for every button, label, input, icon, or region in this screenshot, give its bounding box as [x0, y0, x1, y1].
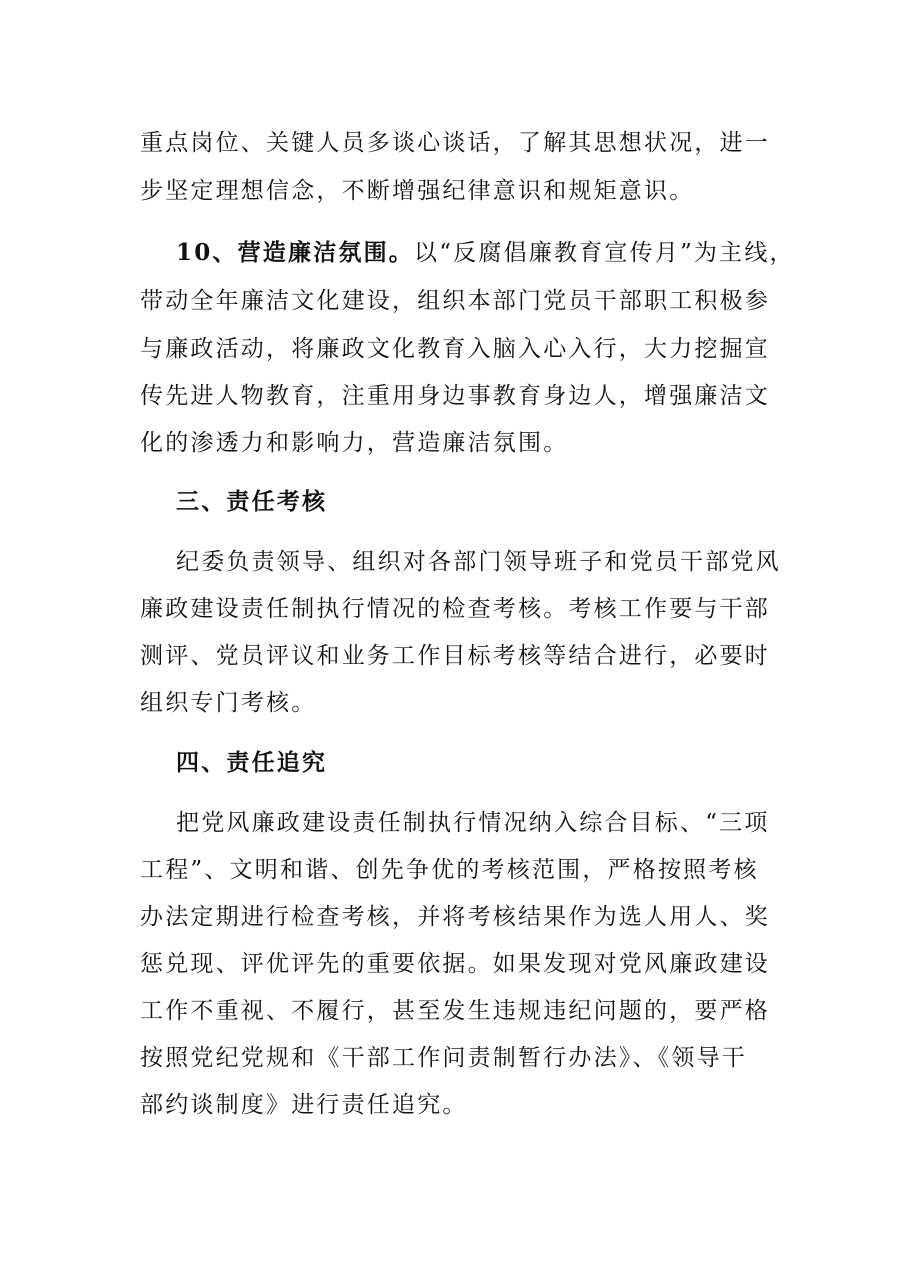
section-heading-responsibility-assessment: 三、责任考核	[176, 488, 328, 515]
section-heading-accountability: 四、责任追究	[176, 749, 328, 776]
text-line: 工作不重视、不履行，甚至发生违规违纪问题的，要严格	[140, 998, 770, 1024]
text-line: 传先进人物教育，注重用身边事教育身边人，增强廉洁文	[140, 383, 770, 409]
item-10-title: 10、营造廉洁氛围。	[176, 239, 415, 266]
item-10-text: 以“反腐倡廉教育宣传月”为主线，	[414, 240, 795, 266]
text-line: 带动全年廉洁文化建设，组织本部门党员干部职工积极参	[140, 288, 770, 314]
text-line: 把党风廉政建设责任制执行情况纳入综合目标、“三项	[176, 810, 770, 836]
text-line: 纪委负责领导、组织对各部门领导班子和党员干部党风	[176, 549, 781, 575]
text-line: 工程”、文明和谐、创先争优的考核范围，严格按照考核	[140, 857, 759, 883]
text-line: 测评、党员评议和业务工作目标考核等结合进行，必要时	[140, 643, 770, 669]
text-line: 与廉政活动，将廉政文化教育入脑入心入行，大力挖掘宣	[140, 336, 770, 362]
text-line: 按照党纪党规和《干部工作问责制暂行办法》、《领导干	[140, 1045, 747, 1071]
text-line: 部约谈制度》进行责任追究。	[140, 1092, 468, 1118]
text-line: 组织专门考核。	[140, 690, 317, 716]
text-line: 步坚定理想信念，不断增强纪律意识和规矩意识。	[140, 178, 695, 204]
text-line: 惩兑现、评优评先的重要依据。如果发现对党风廉政建设	[140, 951, 770, 977]
text-line: 化的渗透力和影响力，营造廉洁氛围。	[140, 430, 569, 456]
text-line: 廉政建设责任制执行情况的检查考核。考核工作要与干部	[140, 596, 770, 622]
text-line: 重点岗位、关键人员多谈心谈话，了解其思想状况，进一	[140, 130, 770, 156]
text-line: 办法定期进行检查考核，并将考核结果作为选人用人、奖	[140, 904, 770, 930]
item-10-line	[176, 238, 795, 268]
